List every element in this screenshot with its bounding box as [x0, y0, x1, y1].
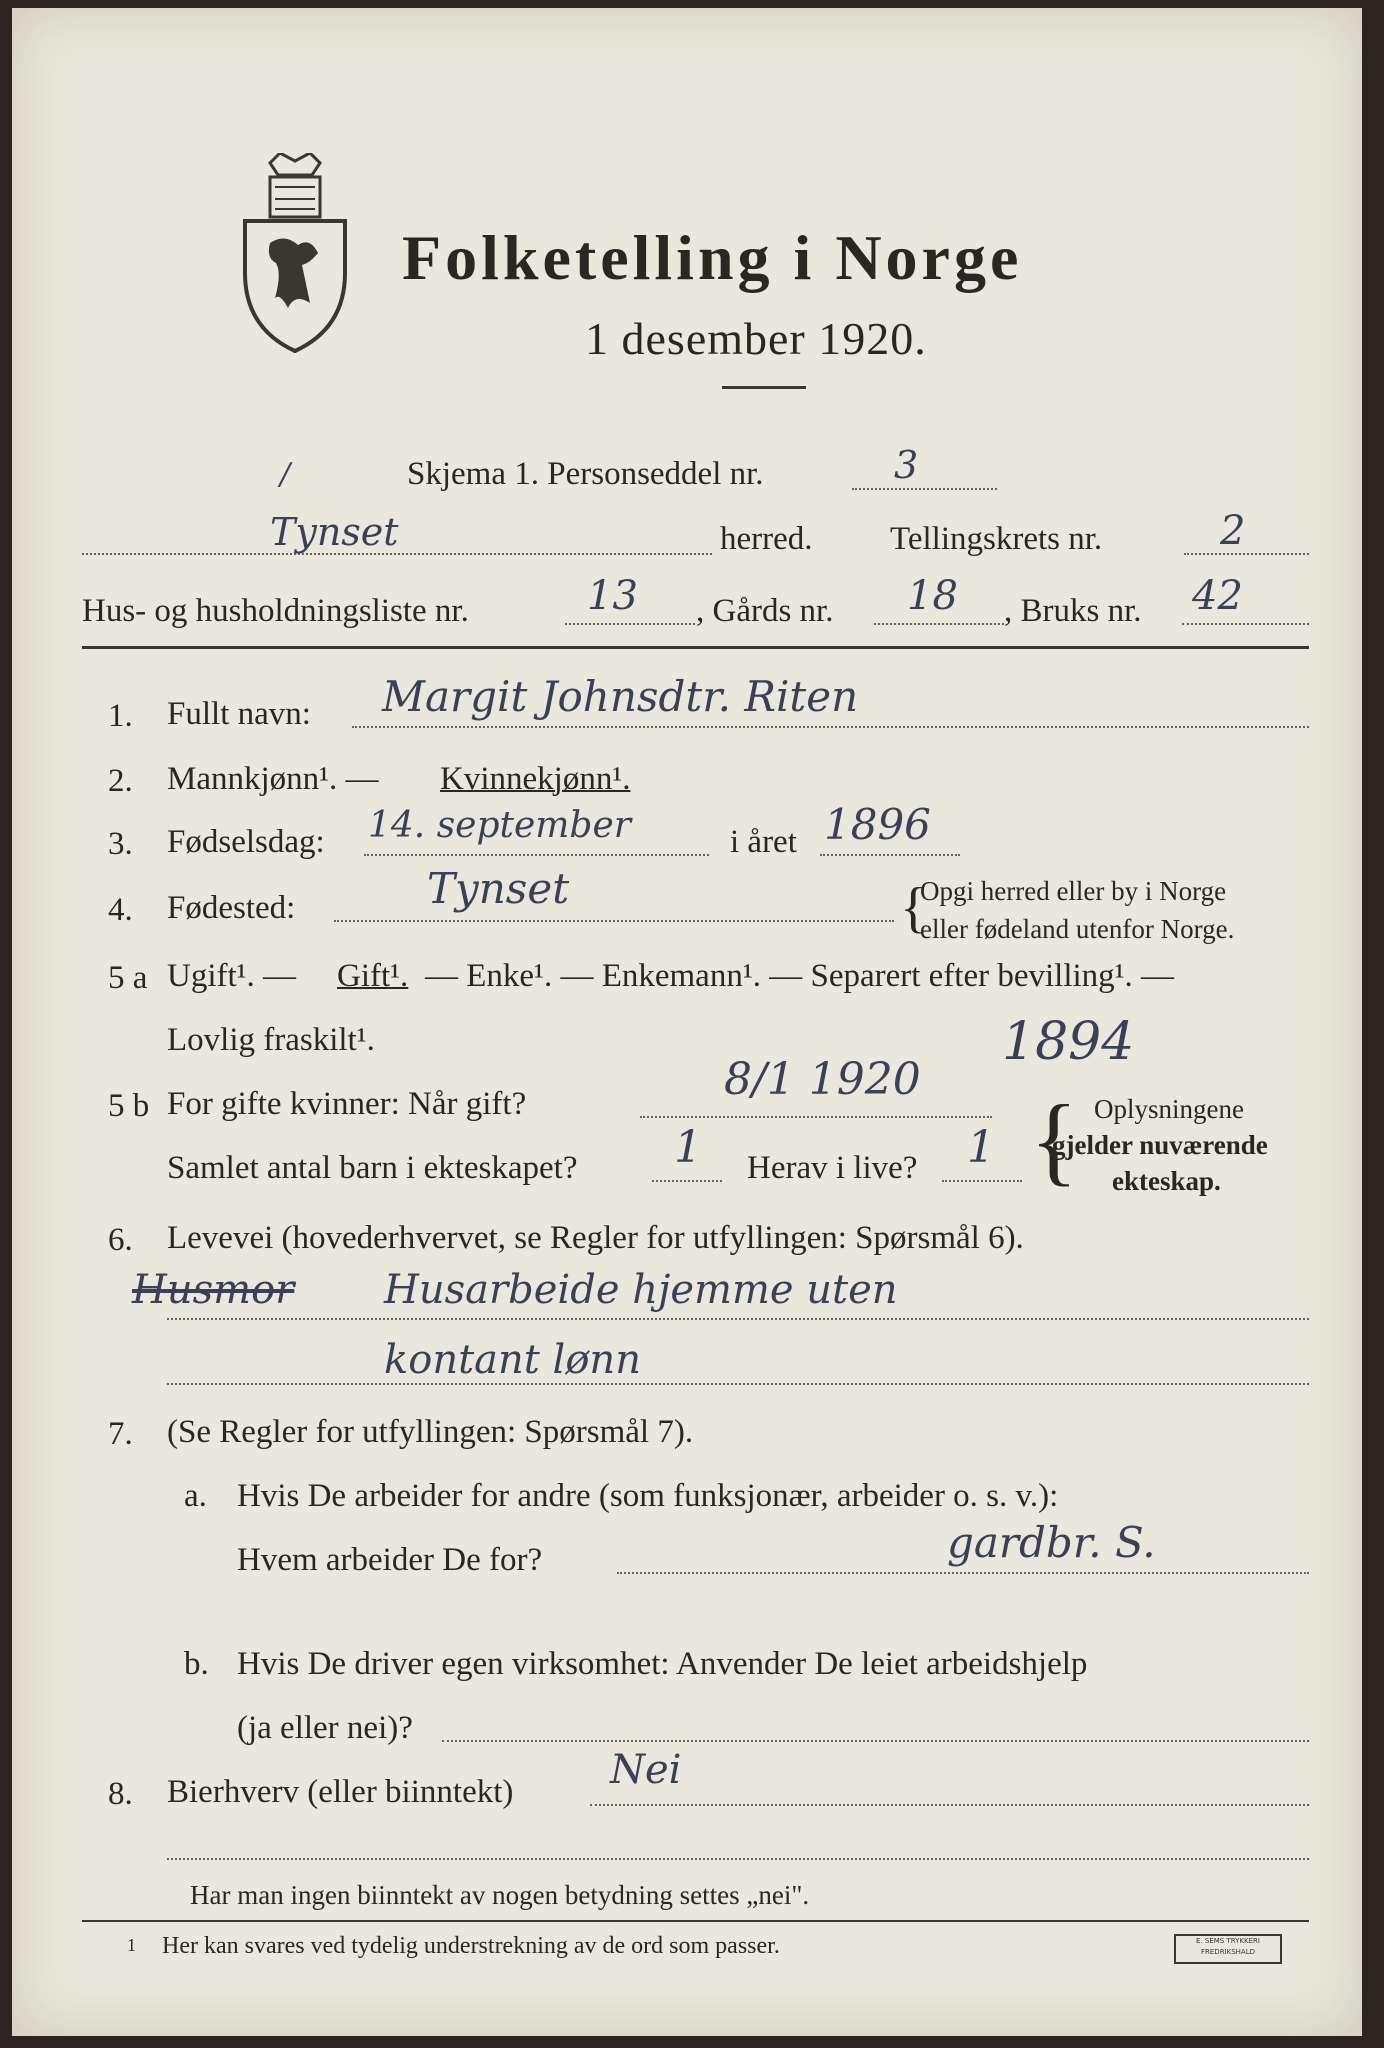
q8-number: 8.: [108, 1776, 133, 1812]
form-date: 1 desember 1920.: [585, 313, 927, 364]
q5b-live-line: [942, 1180, 1022, 1182]
hus-line: [565, 623, 695, 625]
printer-stamp: [1174, 1934, 1282, 1964]
bruks-line: [1182, 623, 1309, 625]
gards-line: [874, 623, 1004, 625]
q7b-question: (ja eller nei)?: [237, 1710, 413, 1746]
q5b-live-label: Herav i live?: [747, 1150, 918, 1186]
form-title: Folketelling i Norge: [402, 222, 1023, 293]
q6-value-struck: Husmor: [132, 1267, 295, 1313]
gards-label: , Gårds nr.: [696, 593, 834, 629]
q3-label: Fødselsdag:: [167, 824, 325, 860]
footnote-divider: [82, 1920, 1309, 1922]
q3-number: 3.: [108, 826, 133, 862]
q3-value: 14. september: [368, 805, 631, 846]
q5b-brace: {: [1030, 1084, 1078, 1195]
q7b-line: [442, 1740, 1309, 1742]
q6-label: Levevei (hovederhvervet, se Regler for utfyllingen: Spørsmål 6).: [167, 1220, 1024, 1256]
q6-line2: [167, 1383, 1309, 1385]
footnote-text: Her kan svares ved tydelig understrekning av de ord som passer.: [162, 1933, 780, 1959]
q7a-number: a.: [184, 1478, 207, 1514]
q7-number: 7.: [108, 1416, 133, 1452]
q8-line: [590, 1804, 1309, 1806]
q7b-number: b.: [184, 1646, 209, 1682]
herred-value: Tynset: [270, 510, 399, 554]
q7a-line: [617, 1572, 1309, 1574]
q4-brace: {: [900, 877, 927, 939]
q1-line: [352, 726, 1309, 728]
q5b-barn-value: 1: [674, 1122, 702, 1173]
q1-label: Fullt navn:: [167, 696, 311, 732]
q6-value1: Husarbeide hjemme uten: [384, 1267, 898, 1313]
q4-number: 4.: [108, 892, 133, 928]
q5a-rest: — Enke¹. — Enkemann¹. — Separert efter bevilling¹. —: [425, 958, 1175, 994]
tellingskrets-label: Tellingskrets nr.: [890, 521, 1103, 557]
q5a-gift: Gift¹.: [337, 958, 409, 994]
q7b-label: Hvis De driver egen virksomhet: Anvender De leiet arbeidshjelp: [237, 1646, 1088, 1682]
q6-number: 6.: [108, 1222, 133, 1258]
q5b-barn-label: Samlet antal barn i ekteskapet?: [167, 1150, 578, 1186]
q5a-ugift: Ugift¹. —: [167, 958, 297, 994]
footer-note: Har man ingen biinntekt av nogen betydning settes „nei".: [190, 1880, 810, 1910]
q7a-question: Hvem arbeider De for?: [237, 1542, 543, 1578]
q5b-note3: ekteskap.: [1112, 1166, 1221, 1196]
q7a-value: gardbr. S.: [947, 1518, 1156, 1567]
q6-value2: kontant lønn: [384, 1337, 641, 1383]
q2-kvinne: Kvinnekjønn¹.: [440, 761, 631, 797]
q5b-extra: 1894: [1002, 1012, 1135, 1072]
q1-number: 1.: [108, 698, 133, 734]
q8-label: Bierhverv (eller biinntekt): [167, 1774, 514, 1810]
q5b-line: [640, 1116, 992, 1118]
q5a-line2: Lovlig fraskilt¹.: [167, 1022, 375, 1058]
printer-stamp-text: E. SEMS TRYKKERI FREDRIKSHALD: [1196, 1937, 1260, 1956]
q5b-live-value: 1: [967, 1122, 995, 1173]
q2-mann: Mannkjønn¹. —: [167, 761, 379, 797]
q4-label: Fødested:: [167, 890, 296, 926]
census-form-page: [12, 8, 1362, 2036]
q7-label: (Se Regler for utfyllingen: Spørsmål 7).: [167, 1414, 694, 1450]
personseddel-line: [852, 488, 997, 490]
hus-value: 13: [587, 573, 638, 619]
q5b-note1: Oplysningene: [1094, 1094, 1244, 1124]
skjema-label: Skjema 1. Personseddel nr.: [407, 456, 764, 492]
hus-label: Hus- og husholdningsliste nr.: [82, 593, 469, 629]
q7a-label: Hvis De arbeider for andre (som funksjonær, arbeider o. s. v.):: [237, 1478, 1059, 1514]
personseddel-value: 3: [894, 443, 919, 487]
q4-note1: Opgi herred eller by i Norge: [920, 876, 1227, 906]
tellingskrets-value: 2: [1220, 508, 1246, 554]
skjema-mark: /: [280, 457, 291, 492]
q5b-value: 8/1 1920: [724, 1054, 921, 1105]
coat-of-arms-icon: [240, 153, 350, 353]
q8-value: Nei: [610, 1747, 682, 1793]
herred-label: herred.: [720, 521, 813, 557]
q5b-note2: gjelder nuværende: [1052, 1130, 1268, 1160]
q3-line: [364, 854, 709, 856]
tellingskrets-line: [1184, 553, 1309, 555]
gards-value: 18: [907, 573, 958, 619]
bruks-value: 42: [1192, 573, 1243, 619]
q2-number: 2.: [108, 763, 133, 799]
q4-value: Tynset: [427, 864, 570, 913]
q5a-number: 5 a: [108, 960, 148, 996]
title-divider: [722, 386, 806, 389]
q1-value: Margit Johnsdtr. Riten: [382, 672, 859, 721]
footnote-mark: 1: [127, 1935, 136, 1955]
q3-year-line: [820, 854, 960, 856]
q8-line2: [167, 1858, 1309, 1860]
q6-line1: [167, 1318, 1309, 1320]
q4-line: [334, 920, 894, 922]
header-divider: [82, 646, 1309, 649]
q3-year-label: i året: [730, 824, 797, 860]
q5b-barn-line: [652, 1180, 722, 1182]
q5b-label: For gifte kvinner: Når gift?: [167, 1086, 527, 1122]
q3-year-value: 1896: [824, 800, 931, 849]
q5b-number: 5 b: [108, 1088, 150, 1124]
bruks-label: , Bruks nr.: [1004, 593, 1142, 629]
q4-note2: eller fødeland utenfor Norge.: [920, 914, 1235, 944]
